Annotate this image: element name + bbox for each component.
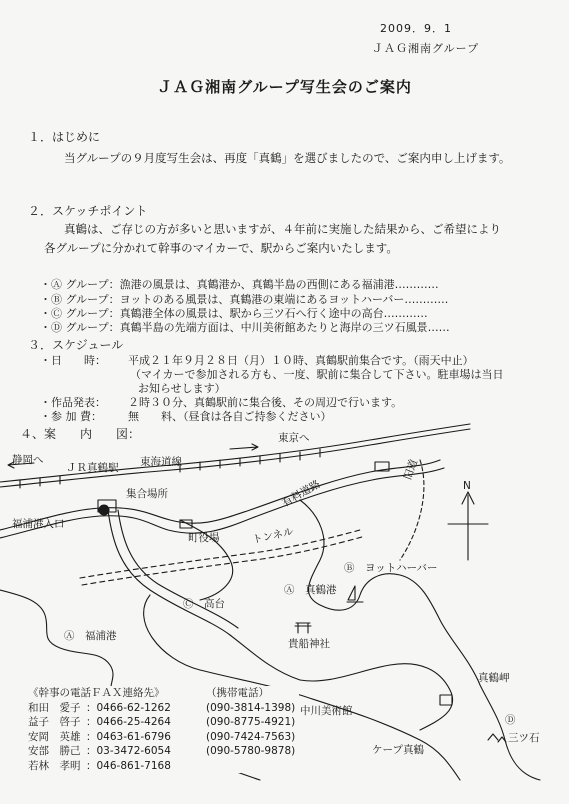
contact-name: 若林 孝明 [28, 759, 81, 772]
contacts-heading: 《幹事の電話ＦＡＸ連絡先》 [28, 687, 165, 699]
organization-name: ＪＡＧ湘南グループ [372, 42, 480, 55]
section-2-body-line1: 真鶴は、ご存じの方が多いと思いますが、４年前に実施した結果から、ご希望により [64, 222, 501, 236]
contact-row [28, 701, 295, 716]
label-kifune-shrine: 貴船神社 [288, 638, 330, 650]
contact-row [28, 759, 295, 774]
contact-name: 和田 愛子 [28, 701, 81, 714]
railway-line [0, 424, 470, 488]
schedule-presentation-value: ２時３０分、真鶴駅前に集合後、その周辺で行います。 [128, 396, 403, 409]
label-tokyo: 東京へ [278, 432, 310, 444]
label-cape-manazuru: ケープ真鶴 [372, 744, 424, 756]
tunnel-path [80, 530, 360, 578]
contact-name: 安岡 英雄 [28, 730, 81, 743]
section-1-body: 当グループの９月度写生会は、再度「真鶴」を選びましたので、ご案内申し上げます。 [64, 151, 511, 165]
label-town-office: 町役場 [188, 532, 220, 544]
schedule-fee-label: ・参 加 費： [40, 410, 102, 423]
meeting-point-icon [99, 505, 109, 515]
section-1-heading: １．はじめに [28, 130, 101, 144]
label-station: ＪＲ真鶴駅 [66, 462, 119, 474]
contact-tel: ：0466-25-4264 [86, 716, 171, 728]
label-yacht-harbor: Ⓑ ヨットハーバー [344, 562, 438, 574]
contacts-block [24, 686, 299, 773]
contact-tel: ：0466-62-1262 [86, 701, 171, 714]
label-old-road: 旧道 [401, 457, 421, 482]
label-tunnel: トンネル [251, 525, 295, 547]
contact-mobile: (090-5780-9878) [206, 745, 296, 757]
contact-name: 安部 勝己 [28, 745, 81, 757]
contact-name: 益子 啓子 [28, 716, 81, 728]
schedule-date-note-2: お知らせします） [138, 382, 226, 395]
label-mitsuishi: 三ツ石 [508, 732, 540, 744]
contacts-mobile-heading: （携帯電話） [206, 687, 269, 699]
label-fukura-entrance: 福浦港入口 [12, 518, 65, 530]
label-north: N [463, 480, 471, 492]
contact-mobile: (090-3814-1398) [206, 701, 296, 714]
contact-tel: ：03-3472-6054 [86, 745, 171, 757]
label-d-marker: Ⓓ [505, 714, 516, 726]
label-toll-road: 有料道路 [280, 478, 323, 510]
north-arrow-icon [448, 492, 488, 560]
parking-icon [440, 695, 452, 705]
group-c-line: ・Ⓒ グループ：真鶴港全体の風景は、駅から三ツ石へ行く途中の高台………… [40, 307, 428, 320]
arrow-tokyo-icon [230, 444, 258, 450]
document-title: ＪＡＧ湘南グループ写生会のご案内 [157, 78, 412, 96]
document-date: 2009．9．1 [380, 22, 452, 35]
label-hill: Ⓒ 高台 [183, 598, 225, 610]
schedule-presentation-label: ・作品発表： [40, 396, 106, 409]
section-2-heading: ２．スケッチポイント [28, 204, 148, 218]
group-a-line: ・Ⓐ グループ：漁港の風景は、真鶴港か、真鶴半島の西側にある福浦港………… [40, 278, 439, 291]
label-manazuru-port: Ⓐ 真鶴港 [284, 584, 337, 596]
section-4-heading: ４、案 内 図： [20, 427, 141, 441]
contact-mobile: (090-8775-4921) [206, 716, 296, 728]
contact-tel: ：046-861-7168 [86, 759, 171, 772]
group-b-line: ・Ⓑ グループ：ヨットのある風景は、真鶴港の東端にあるヨットハーバー………… [40, 293, 449, 306]
contact-row [28, 730, 295, 745]
label-fukura-port: Ⓐ 福浦港 [64, 630, 117, 642]
section-2-body-line2: 各グループに分かれて幹事のマイカーで、駅からご案内いたします。 [44, 241, 398, 255]
label-museum: 中川美術館 [300, 705, 353, 717]
contact-row [28, 715, 295, 730]
schedule-date-note: （マイカーで参加される方も、一度、駅前に集合して下さい。駐車場は当日 [130, 368, 504, 381]
group-d-line: ・Ⓓ グループ：真鶴半島の先端方面は、中川美術館あたりと海岸の三ツ石風景…… [40, 321, 450, 334]
contact-tel: ：0463-61-6796 [86, 730, 171, 743]
label-shizuoka: 静岡へ [12, 454, 44, 466]
contact-mobile: (090-7424-7563) [206, 730, 296, 743]
label-cape: 真鶴岬 [478, 672, 510, 684]
schedule-date-value: 平成２１年９月２８日（月）１０時、真鶴駅前集合です。（雨天中止） [128, 354, 474, 367]
schedule-fee-value: 無 料、（昼食は各自ご持参ください） [128, 410, 332, 423]
label-tokaido-line: 東海道線 [140, 456, 182, 468]
schedule-date-label: ・日 時： [40, 354, 106, 367]
section-3-heading: ３．スケジュール [28, 338, 124, 352]
contact-row [28, 744, 295, 759]
label-meeting-place: 集合場所 [126, 488, 168, 500]
shrine-gate-icon [295, 623, 311, 633]
